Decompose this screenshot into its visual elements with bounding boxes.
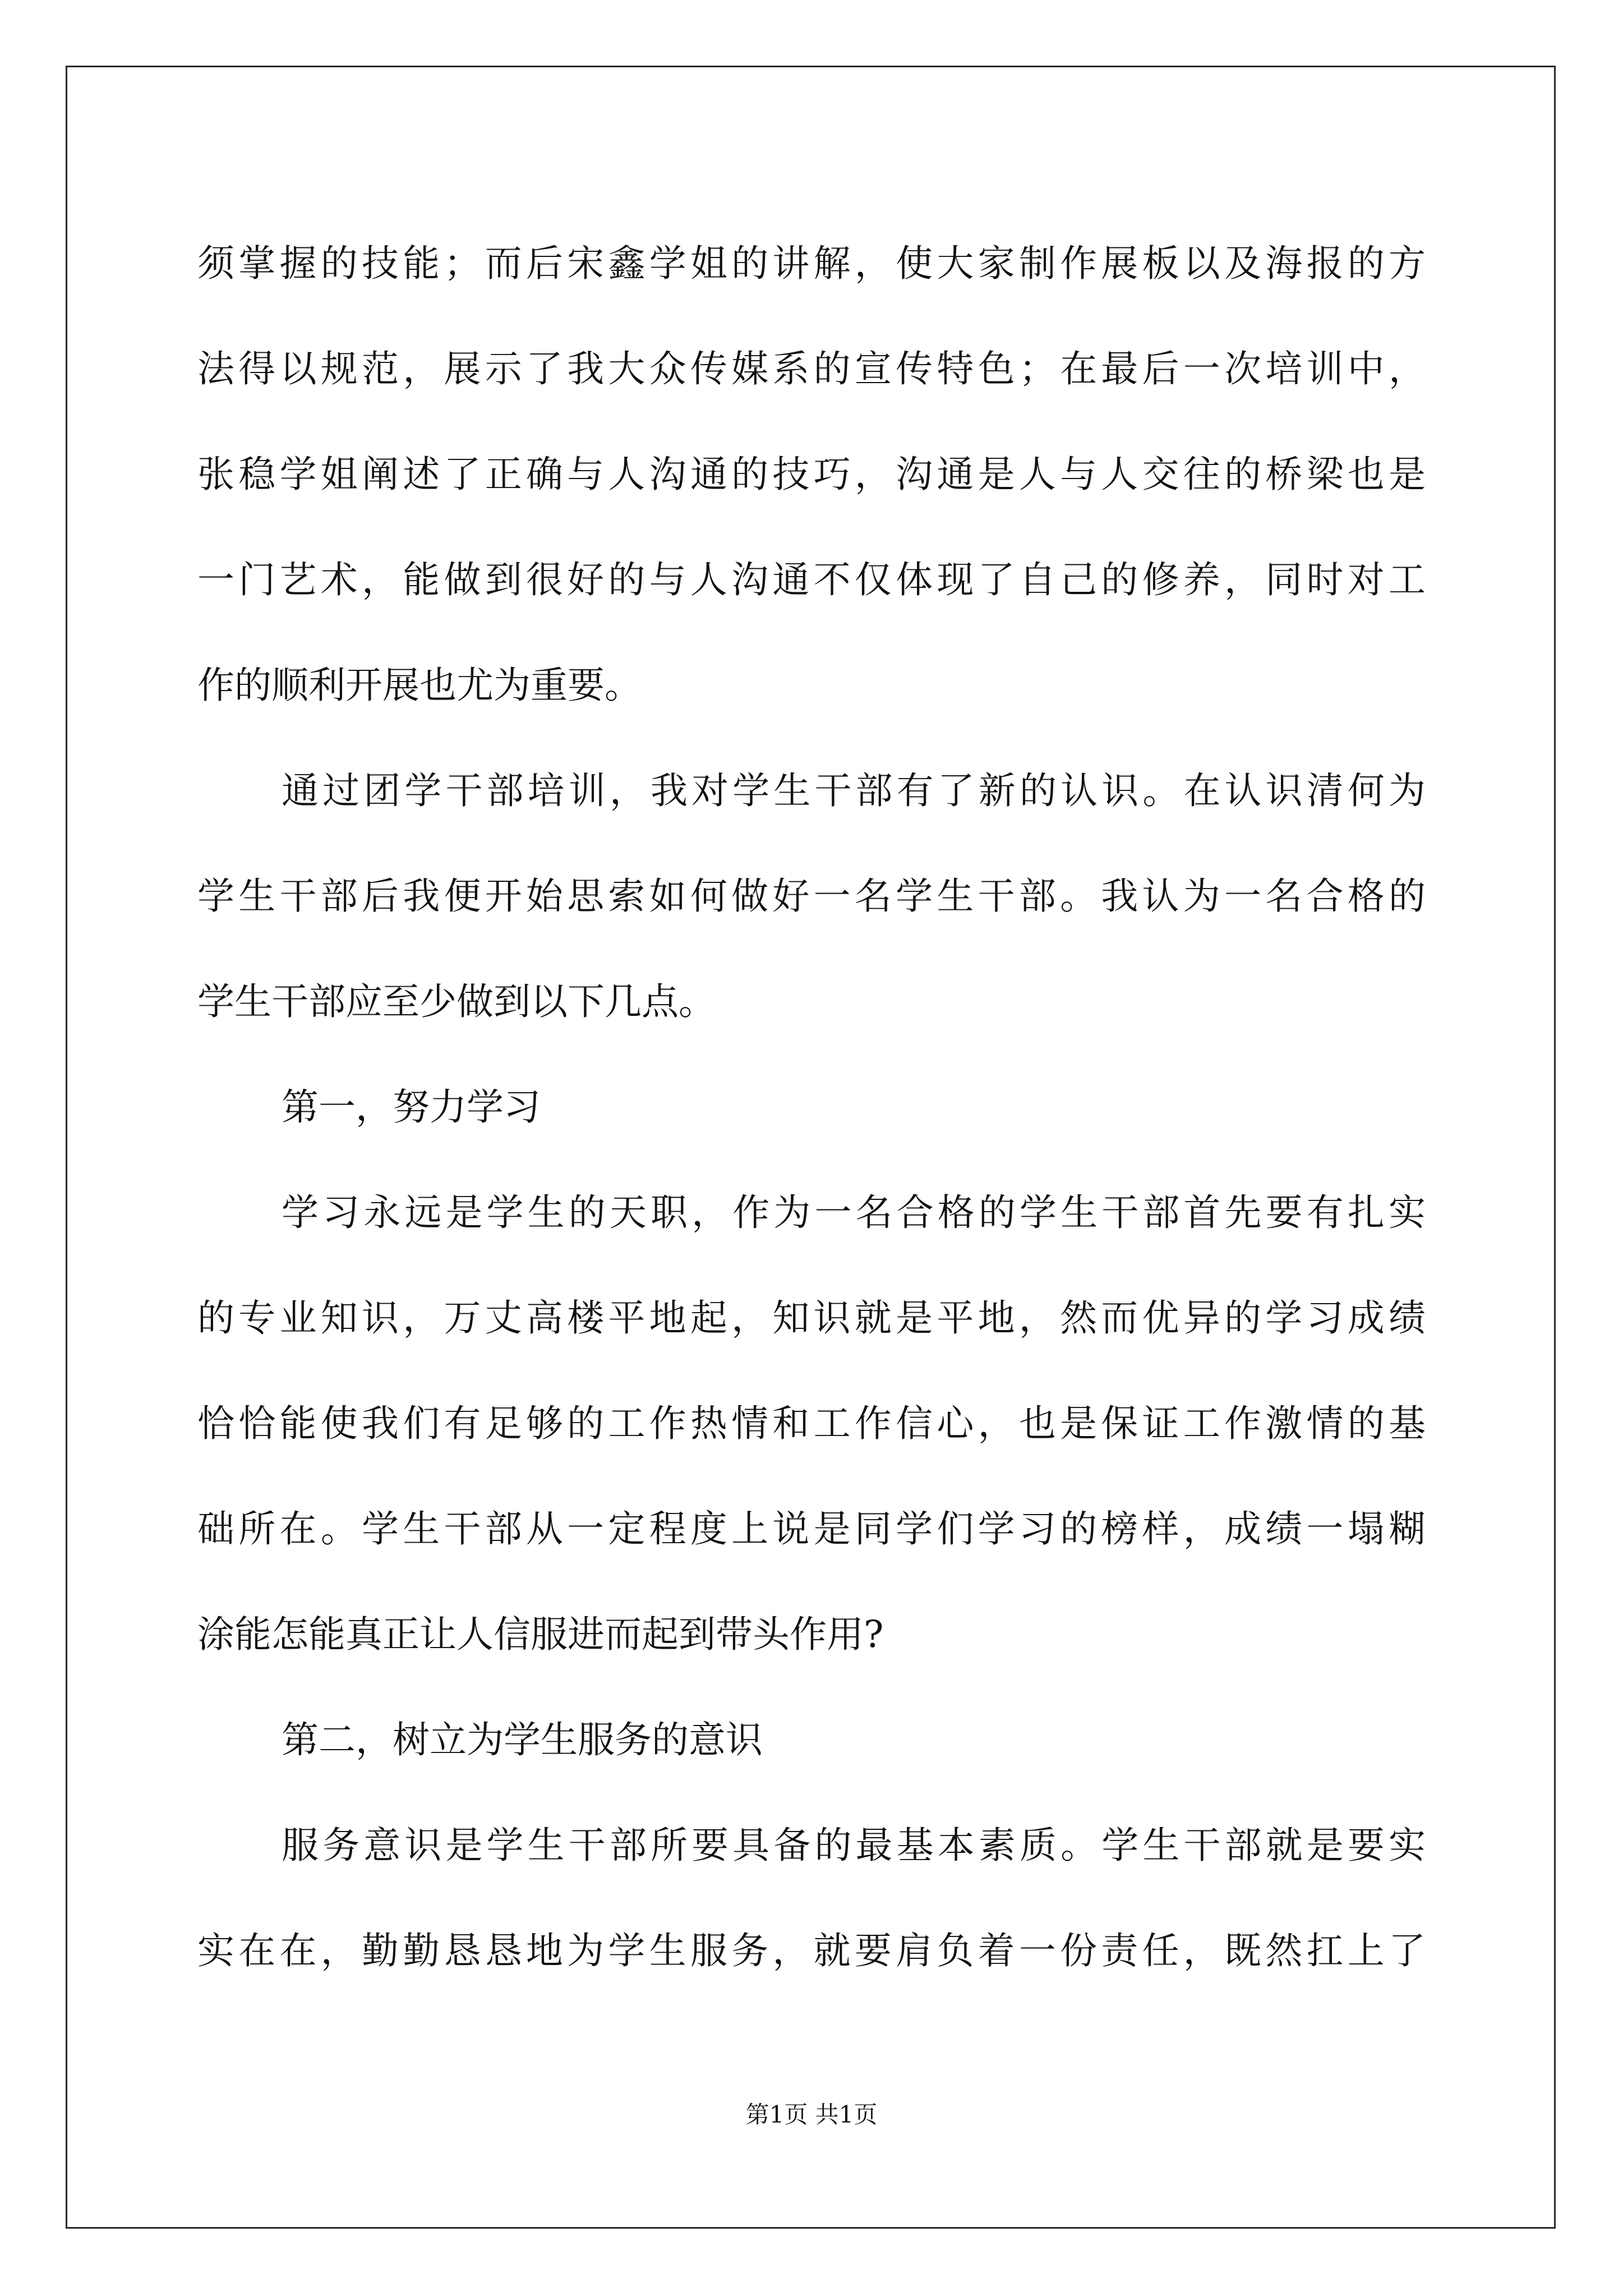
section-heading: 第一，努力学习 xyxy=(282,1085,541,1129)
text-line: 须掌握的技能；而后宋鑫学姐的讲解，使大家制作展板以及海报的方 xyxy=(197,242,1426,285)
text-line: 恰恰能使我们有足够的工作热情和工作信心，也是保证工作激情的基 xyxy=(197,1402,1426,1445)
text-line: 的专业知识，万丈高楼平地起，知识就是平地，然而优异的学习成绩 xyxy=(197,1296,1426,1340)
page-footer: 第1页 共1页 xyxy=(745,2101,878,2128)
section-heading: 第二，树立为学生服务的意识 xyxy=(282,1718,763,1761)
text-line: 涂能怎能真正让人信服进而起到带头作用? xyxy=(197,1613,884,1656)
text-line: 学生干部后我便开始思索如何做好一名学生干部。我认为一名合格的 xyxy=(197,875,1426,918)
text-line: 作的顺利开展也尤为重要。 xyxy=(197,664,642,707)
text-line: 服务意识是学生干部所要具备的最基本素质。学生干部就是要实 xyxy=(282,1824,1426,1867)
text-line: 法得以规范，展示了我大众传媒系的宣传特色；在最后一次培训中， xyxy=(197,347,1426,390)
text-line: 础所在。学生干部从一定程度上说是同学们学习的榜样，成绩一塌糊 xyxy=(197,1507,1426,1550)
text-line: 张稳学姐阐述了正确与人沟通的技巧，沟通是人与人交往的桥梁也是 xyxy=(197,453,1426,496)
text-line: 学习永远是学生的天职，作为一名合格的学生干部首先要有扎实 xyxy=(282,1191,1426,1234)
text-line: 通过团学干部培训，我对学生干部有了新的认识。在认识清何为 xyxy=(282,769,1426,812)
text-line: 实在在，勤勤恳恳地为学生服务，就要肩负着一份责任，既然扛上了 xyxy=(197,1929,1426,1972)
text-line: 学生干部应至少做到以下几点。 xyxy=(197,980,716,1023)
document-body xyxy=(197,211,1426,2004)
text-line: 一门艺术，能做到很好的与人沟通不仅体现了自己的修养，同时对工 xyxy=(197,558,1426,601)
